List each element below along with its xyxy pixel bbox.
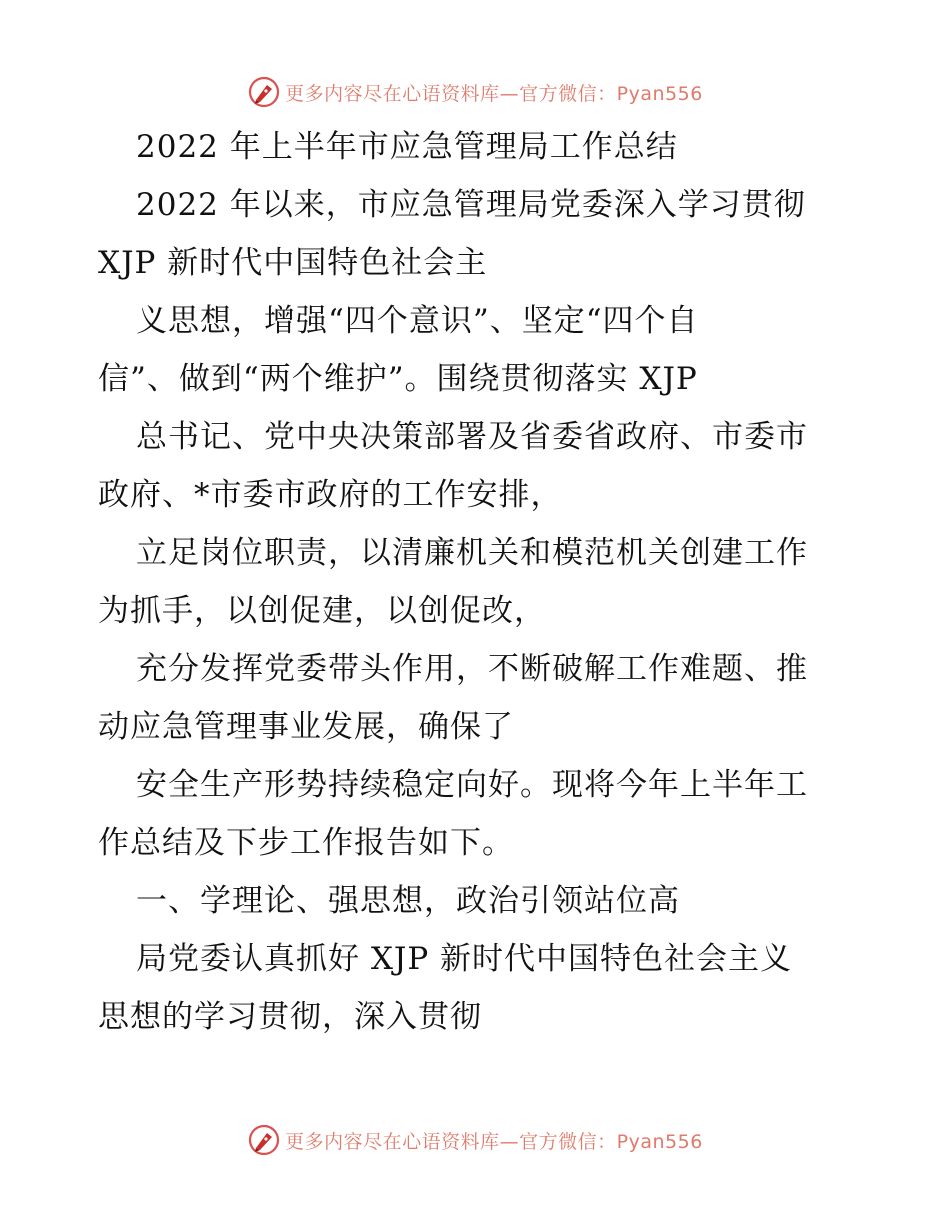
document-line: 充分发挥党委带头作用，不断破解工作难题、推 xyxy=(136,651,808,687)
footer-watermark xyxy=(0,1120,950,1160)
document-line: 安全生产形势持续稳定向好。现将今年上半年工 xyxy=(136,767,808,803)
watermark-brand: Pyan556 xyxy=(616,82,703,105)
header-watermark xyxy=(0,72,950,112)
document-line: XJP 新时代中国特色社会主 xyxy=(98,245,488,281)
pen-nib-circle-icon xyxy=(247,75,281,109)
document-line: 作总结及下步工作报告如下。 xyxy=(98,825,514,861)
pen-nib-circle-icon xyxy=(247,1123,281,1157)
document-line: 为抓手，以创促建，以创促改， xyxy=(98,593,546,629)
section-heading: 一、学理论、强思想，政治引领站位高 xyxy=(136,883,680,919)
document-line: 2022 年上半年市应急管理局工作总结 xyxy=(136,129,678,165)
document-line: 2022 年以来，市应急管理局党委深入学习贯彻 xyxy=(136,187,806,223)
document-body xyxy=(98,118,858,1046)
document-line: 动应急管理事业发展，确保了 xyxy=(98,709,514,745)
document-line: 立足岗位职责，以清廉机关和模范机关创建工作 xyxy=(136,535,808,571)
watermark-brand: Pyan556 xyxy=(616,1130,703,1153)
document-line: 政府、*市委市政府的工作安排， xyxy=(98,477,563,513)
watermark-text: 更多内容尽在心语资料库—官方微信：Pyan556 xyxy=(285,1130,703,1153)
document-line: 思想的学习贯彻，深入贯彻 xyxy=(98,999,482,1035)
document-line: 义思想，增强“四个意识”、坚定“四个自 xyxy=(136,303,699,339)
document-line: 总书记、党中央决策部署及省委省政府、市委市 xyxy=(136,419,808,455)
document-line: 局党委认真抓好 XJP 新时代中国特色社会主义 xyxy=(136,941,793,977)
document-line: 信”、做到“两个维护”。围绕贯彻落实 XJP xyxy=(98,361,698,397)
watermark-text: 更多内容尽在心语资料库—官方微信：Pyan556 xyxy=(285,82,703,105)
